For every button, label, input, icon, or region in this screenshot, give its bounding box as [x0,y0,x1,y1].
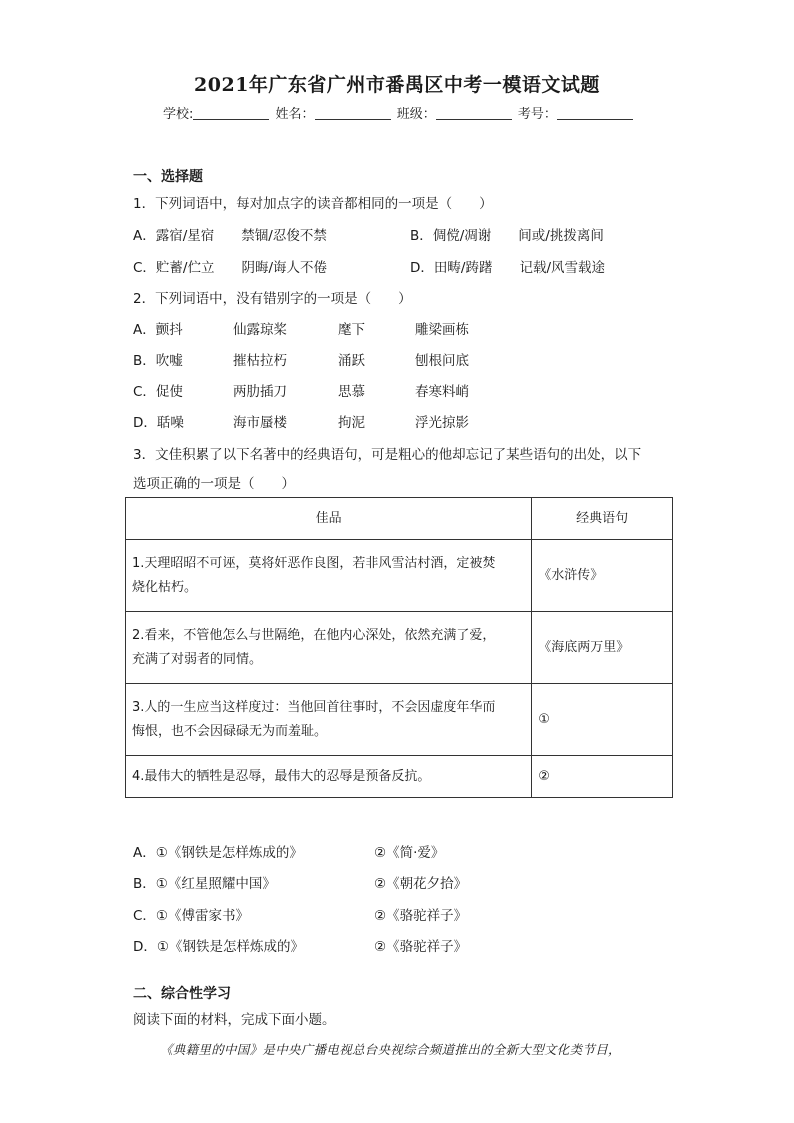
q2-option-d-word3: 拘泥 [338,415,365,431]
table-cell-quote [126,540,532,612]
q2-option-c-word3: 思慕 [338,384,365,400]
quote-line: 3.人的一生应当这样度过：当他回首往事时，不会因虚度年华而 [132,699,496,715]
table-cell-quote [126,684,532,756]
q2-option-c-word4: 春寒料峭 [415,384,469,400]
q3-option-d-second: ②《骆驼祥子》 [374,939,468,955]
q2-option-a-word4: 雕梁画栋 [415,322,469,338]
q2-option-c-label: C．促使 [133,384,183,400]
q2-option-b-word3: 涌跃 [338,353,365,369]
table-cell-quote: 4.最伟大的牺牲是忍辱，最伟大的忍辱是预备反抗。 [126,756,532,798]
school-blank [193,107,269,120]
table-cell-source: 《海底两万里》 [532,612,673,684]
class-blank [436,107,512,120]
q3-option-b-second: ②《朝花夕拾》 [374,876,468,892]
q2-option-b-label: B．吹嘘 [133,353,183,369]
q1-stem: 1．下列词语中，每对加点字的读音都相同的一项是（ ） [133,196,493,212]
table-header-row [126,498,673,540]
q1-option-c: C．贮蓄/伫立 阴晦/诲人不倦 [133,260,328,276]
q3-option-a-first: A．①《钢铁是怎样炼成的》 [133,845,303,861]
quote-line: 烧化枯朽。 [132,579,198,595]
section-heading-2: 二、综合性学习 [133,986,231,1002]
q1-option-b: B．倜傥/凋谢 间或/挑拨离间 [410,228,604,244]
q2-option-d-word2: 海市蜃楼 [233,415,287,431]
table-cell-source: ① [532,684,673,756]
q2-option-a-label: A．颤抖 [133,322,183,338]
q2-option-a-word3: 麾下 [338,322,365,338]
exam-no-label: 考号： [517,107,557,122]
q2-option-c-word2: 两肋插刀 [233,384,287,400]
q2-option-d-label: D．聒噪 [133,415,184,431]
table-row [126,612,673,684]
quote-line: 2.看来，不管他怎么与世隔绝，在他内心深处，依然充满了爱， [132,627,496,643]
table-cell-source: 《水浒传》 [532,540,673,612]
class-label: 班级： [396,107,436,122]
table-header-source: 经典语句 [532,498,673,540]
q2-option-d-word4: 浮光掠影 [415,415,469,431]
q3-option-c-first: C．①《傅雷家书》 [133,908,250,924]
table-cell-quote [126,612,532,684]
q3-option-a-second: ②《简·爱》 [374,845,445,861]
q2-stem: 2．下列词语中，没有错别字的一项是（ ） [133,291,412,307]
q3-stem-line2: 选项正确的一项是（ ） [133,476,295,492]
quote-line: 悔恨，也不会因碌碌无为而羞耻。 [132,723,328,739]
table-row [126,540,673,612]
q2-option-b-word2: 摧枯拉朽 [233,353,287,369]
table-row [126,756,673,798]
quote-line: 1.天理昭昭不可诬，莫将奸恶作良图，若非风雪沽村酒，定被焚 [132,555,496,571]
q3-option-c-second: ②《骆驼祥子》 [374,908,468,924]
q1-option-a: A．露宿/星宿 禁锢/忍俊不禁 [133,228,327,244]
q3-option-b-first: B．①《红星照耀中国》 [133,876,276,892]
table-header-quote: 佳品 [126,498,532,540]
student-info-row [163,103,635,122]
q2-option-a-word2: 仙露琼桨 [233,322,287,338]
reading-instruction: 阅读下面的材料，完成下面小题。 [133,1012,336,1028]
school-label: 学校: [163,107,194,122]
name-blank [315,107,391,120]
page-title: 2021年广东省广州市番禺区中考一模语文试题 [194,74,600,96]
quotes-table [125,497,673,798]
quote-line: 充满了对弱者的同情。 [132,651,263,667]
name-label: 姓名： [275,107,315,122]
q3-option-d-first: D．①《钢铁是怎样炼成的》 [133,939,304,955]
q3-stem-line1: 3．文佳积累了以下名著中的经典语句，可是粗心的他却忘记了某些语句的出处，以下 [133,447,642,463]
table-row [126,684,673,756]
q1-option-d: D．田畴/踌躇 记载/风雪载途 [410,260,605,276]
table-cell-source: ② [532,756,673,798]
section-heading-1: 一、选择题 [133,169,203,185]
exam-no-blank [557,107,633,120]
passage-text: 《典籍里的中国》是中央广播电视总台央视综合频道推出的全新大型文化类节目， [160,1042,621,1057]
q2-option-b-word4: 刨根问底 [415,353,469,369]
